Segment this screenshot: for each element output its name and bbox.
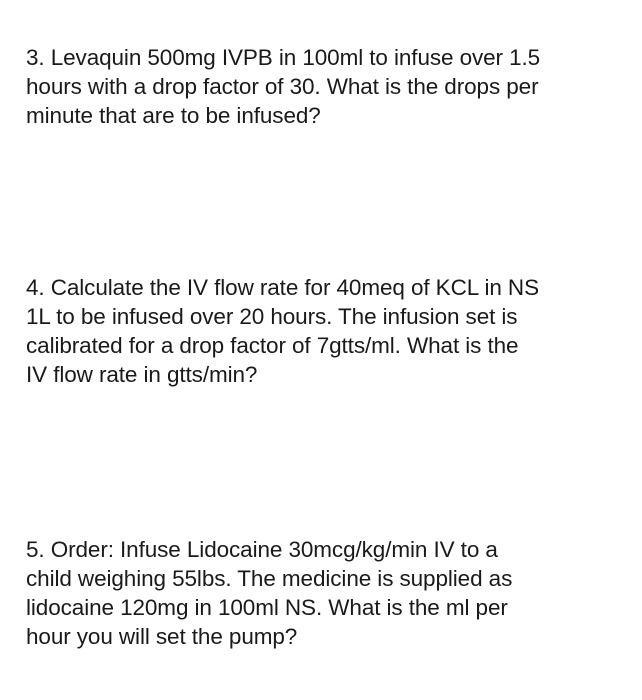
question-5 <box>26 535 626 651</box>
question-4-line-3: calibrated for a drop factor of 7gtts/ml. What is the <box>26 333 519 358</box>
question-5-line-2: child weighing 55lbs. The medicine is supplied as <box>26 566 513 591</box>
question-4 <box>26 273 626 389</box>
question-3-line-2: hours with a drop factor of 30. What is the drops per <box>26 74 539 99</box>
question-3-line-3: minute that are to be infused? <box>26 103 321 128</box>
question-4-line-2: 1L to be infused over 20 hours. The infusion set is <box>26 304 518 329</box>
question-4-line-4: IV flow rate in gtts/min? <box>26 362 258 387</box>
question-5-line-4: hour you will set the pump? <box>26 624 298 649</box>
question-5-line-3: lidocaine 120mg in 100ml NS. What is the ml per <box>26 595 508 620</box>
question-4-line-1: 4. Calculate the IV flow rate for 40meq of KCL in NS <box>26 275 539 300</box>
question-3-line-1: 3. Levaquin 500mg IVPB in 100ml to infuse over 1.5 <box>26 45 541 70</box>
question-3 <box>26 43 626 130</box>
question-5-line-1: 5. Order: Infuse Lidocaine 30mcg/kg/min IV to a <box>26 537 498 562</box>
